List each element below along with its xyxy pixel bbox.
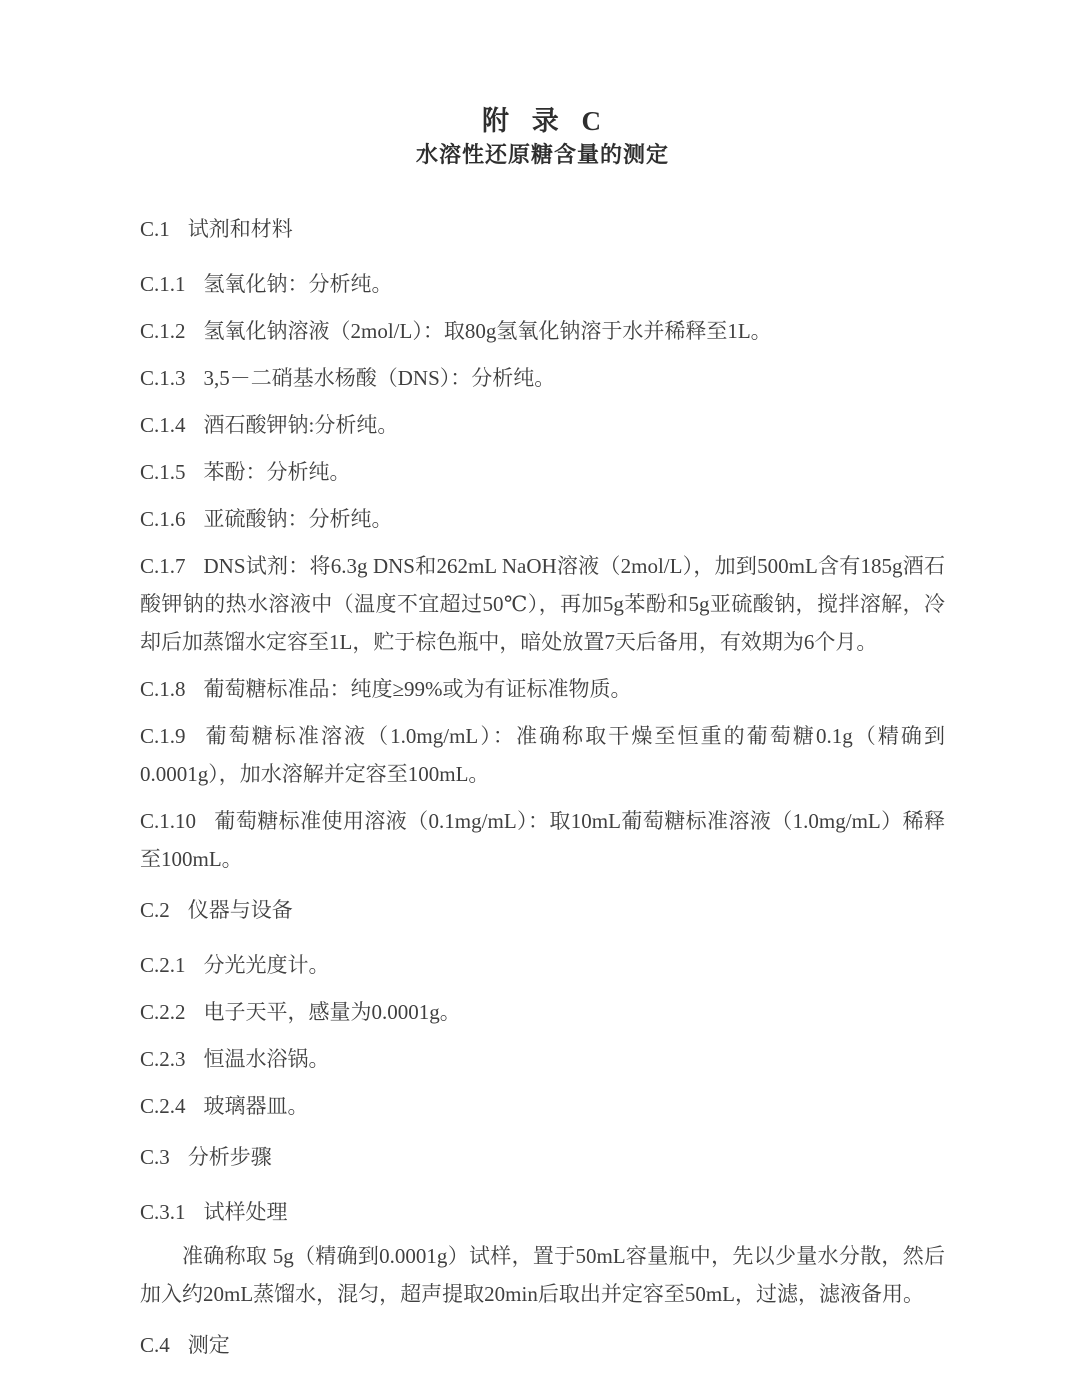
clause-text: 分光光度计。 xyxy=(203,953,330,977)
clause-number: C.2.3 xyxy=(140,1047,186,1071)
clause-number: C.3.1 xyxy=(140,1200,186,1224)
clause-number: C.3 xyxy=(140,1145,170,1169)
section-heading xyxy=(140,210,945,248)
clause-item xyxy=(140,993,945,1031)
clause-text: 恒温水浴锅。 xyxy=(203,1047,330,1071)
clause-item xyxy=(140,453,945,491)
clause-number: C.1.10 xyxy=(140,809,197,833)
clause-number: C.2.4 xyxy=(140,1094,186,1118)
clause-text: 电子天平，感量为0.0001g。 xyxy=(203,1000,461,1024)
clause-text: 试剂和材料 xyxy=(187,217,293,241)
clause-text: DNS试剂：将6.3g DNS和262mL NaOH溶液（2mol/L），加到500mL含有185g酒石酸钾钠的热水溶液中（温度不宜超过50℃），再加5g苯酚和5g亚硫酸钠，搅拌溶解，冷却后加蒸馏水定容至1L，贮于棕色瓶中，暗处放置7天后备用，有效期为6个月。 xyxy=(140,554,945,654)
clause-text: 玻璃器皿。 xyxy=(203,1094,309,1118)
clause-text: 葡萄糖标准溶液（1.0mg/mL）：准确称取干燥至恒重的葡萄糖0.1g（精确到0.0001g），加水溶解并定容至100mL。 xyxy=(140,724,945,786)
document-body xyxy=(140,210,945,1364)
clause-text: 氢氧化钠溶液（2mol/L）：取80g氢氧化钠溶于水并稀释至1L。 xyxy=(203,319,772,343)
clause-item xyxy=(140,717,945,793)
clause-item xyxy=(140,547,945,661)
clause-number: C.2.2 xyxy=(140,1000,186,1024)
clause-item xyxy=(140,946,945,984)
section-heading xyxy=(140,891,945,929)
clause-text: 葡萄糖标准品：纯度≥99%或为有证标准物质。 xyxy=(203,677,632,701)
clause-text: 试样处理 xyxy=(203,1200,288,1224)
clause-text: 测定 xyxy=(187,1333,230,1357)
clause-number: C.1.6 xyxy=(140,507,186,531)
clause-text: 分析步骤 xyxy=(187,1145,272,1169)
clause-item xyxy=(140,670,945,708)
clause-number: C.1.4 xyxy=(140,413,186,437)
clause-text: 亚硫酸钠：分析纯。 xyxy=(203,507,393,531)
appendix-subtitle: 水溶性还原糖含量的测定 xyxy=(415,142,669,167)
appendix-title: 附 录 C xyxy=(482,106,603,136)
section-heading xyxy=(140,1326,945,1364)
clause-item xyxy=(140,802,945,878)
clause-item xyxy=(140,1040,945,1078)
clause-text: 苯酚：分析纯。 xyxy=(203,460,351,484)
clause-item xyxy=(140,406,945,444)
clause-number: C.1.3 xyxy=(140,366,186,390)
clause-number: C.1.7 xyxy=(140,554,186,578)
clause-number: C.1 xyxy=(140,217,170,241)
clause-item xyxy=(140,265,945,303)
clause-item xyxy=(140,359,945,397)
clause-number: C.1.9 xyxy=(140,724,186,748)
clause-number: C.1.1 xyxy=(140,272,186,296)
clause-number: C.1.5 xyxy=(140,460,186,484)
clause-text: 准确称取 5g（精确到0.0001g）试样，置于50mL容量瓶中，先以少量水分散，然后加入约20mL蒸馏水，混匀，超声提取20min后取出并定容至50mL，过滤，滤液备用。 xyxy=(140,1244,945,1306)
clause-item xyxy=(140,1087,945,1125)
clause-number: C.1.2 xyxy=(140,319,186,343)
clause-text: 氢氧化钠：分析纯。 xyxy=(203,272,393,296)
clause-text: 3,5－二硝基水杨酸（DNS）：分析纯。 xyxy=(203,366,556,390)
clause-text: 仪器与设备 xyxy=(187,898,293,922)
clause-item xyxy=(140,312,945,350)
clause-text: 葡萄糖标准使用溶液（0.1mg/mL）：取10mL葡萄糖标准溶液（1.0mg/mL）稀释至100mL。 xyxy=(140,809,945,871)
clause-number: C.2.1 xyxy=(140,953,186,977)
clause-subheading xyxy=(140,1193,945,1231)
clause-number: C.4 xyxy=(140,1333,170,1357)
body-paragraph xyxy=(140,1237,945,1313)
section-heading xyxy=(140,1138,945,1176)
clause-number: C.1.8 xyxy=(140,677,186,701)
clause-item xyxy=(140,500,945,538)
clause-number: C.2 xyxy=(140,898,170,922)
clause-text: 酒石酸钾钠:分析纯。 xyxy=(203,413,399,437)
